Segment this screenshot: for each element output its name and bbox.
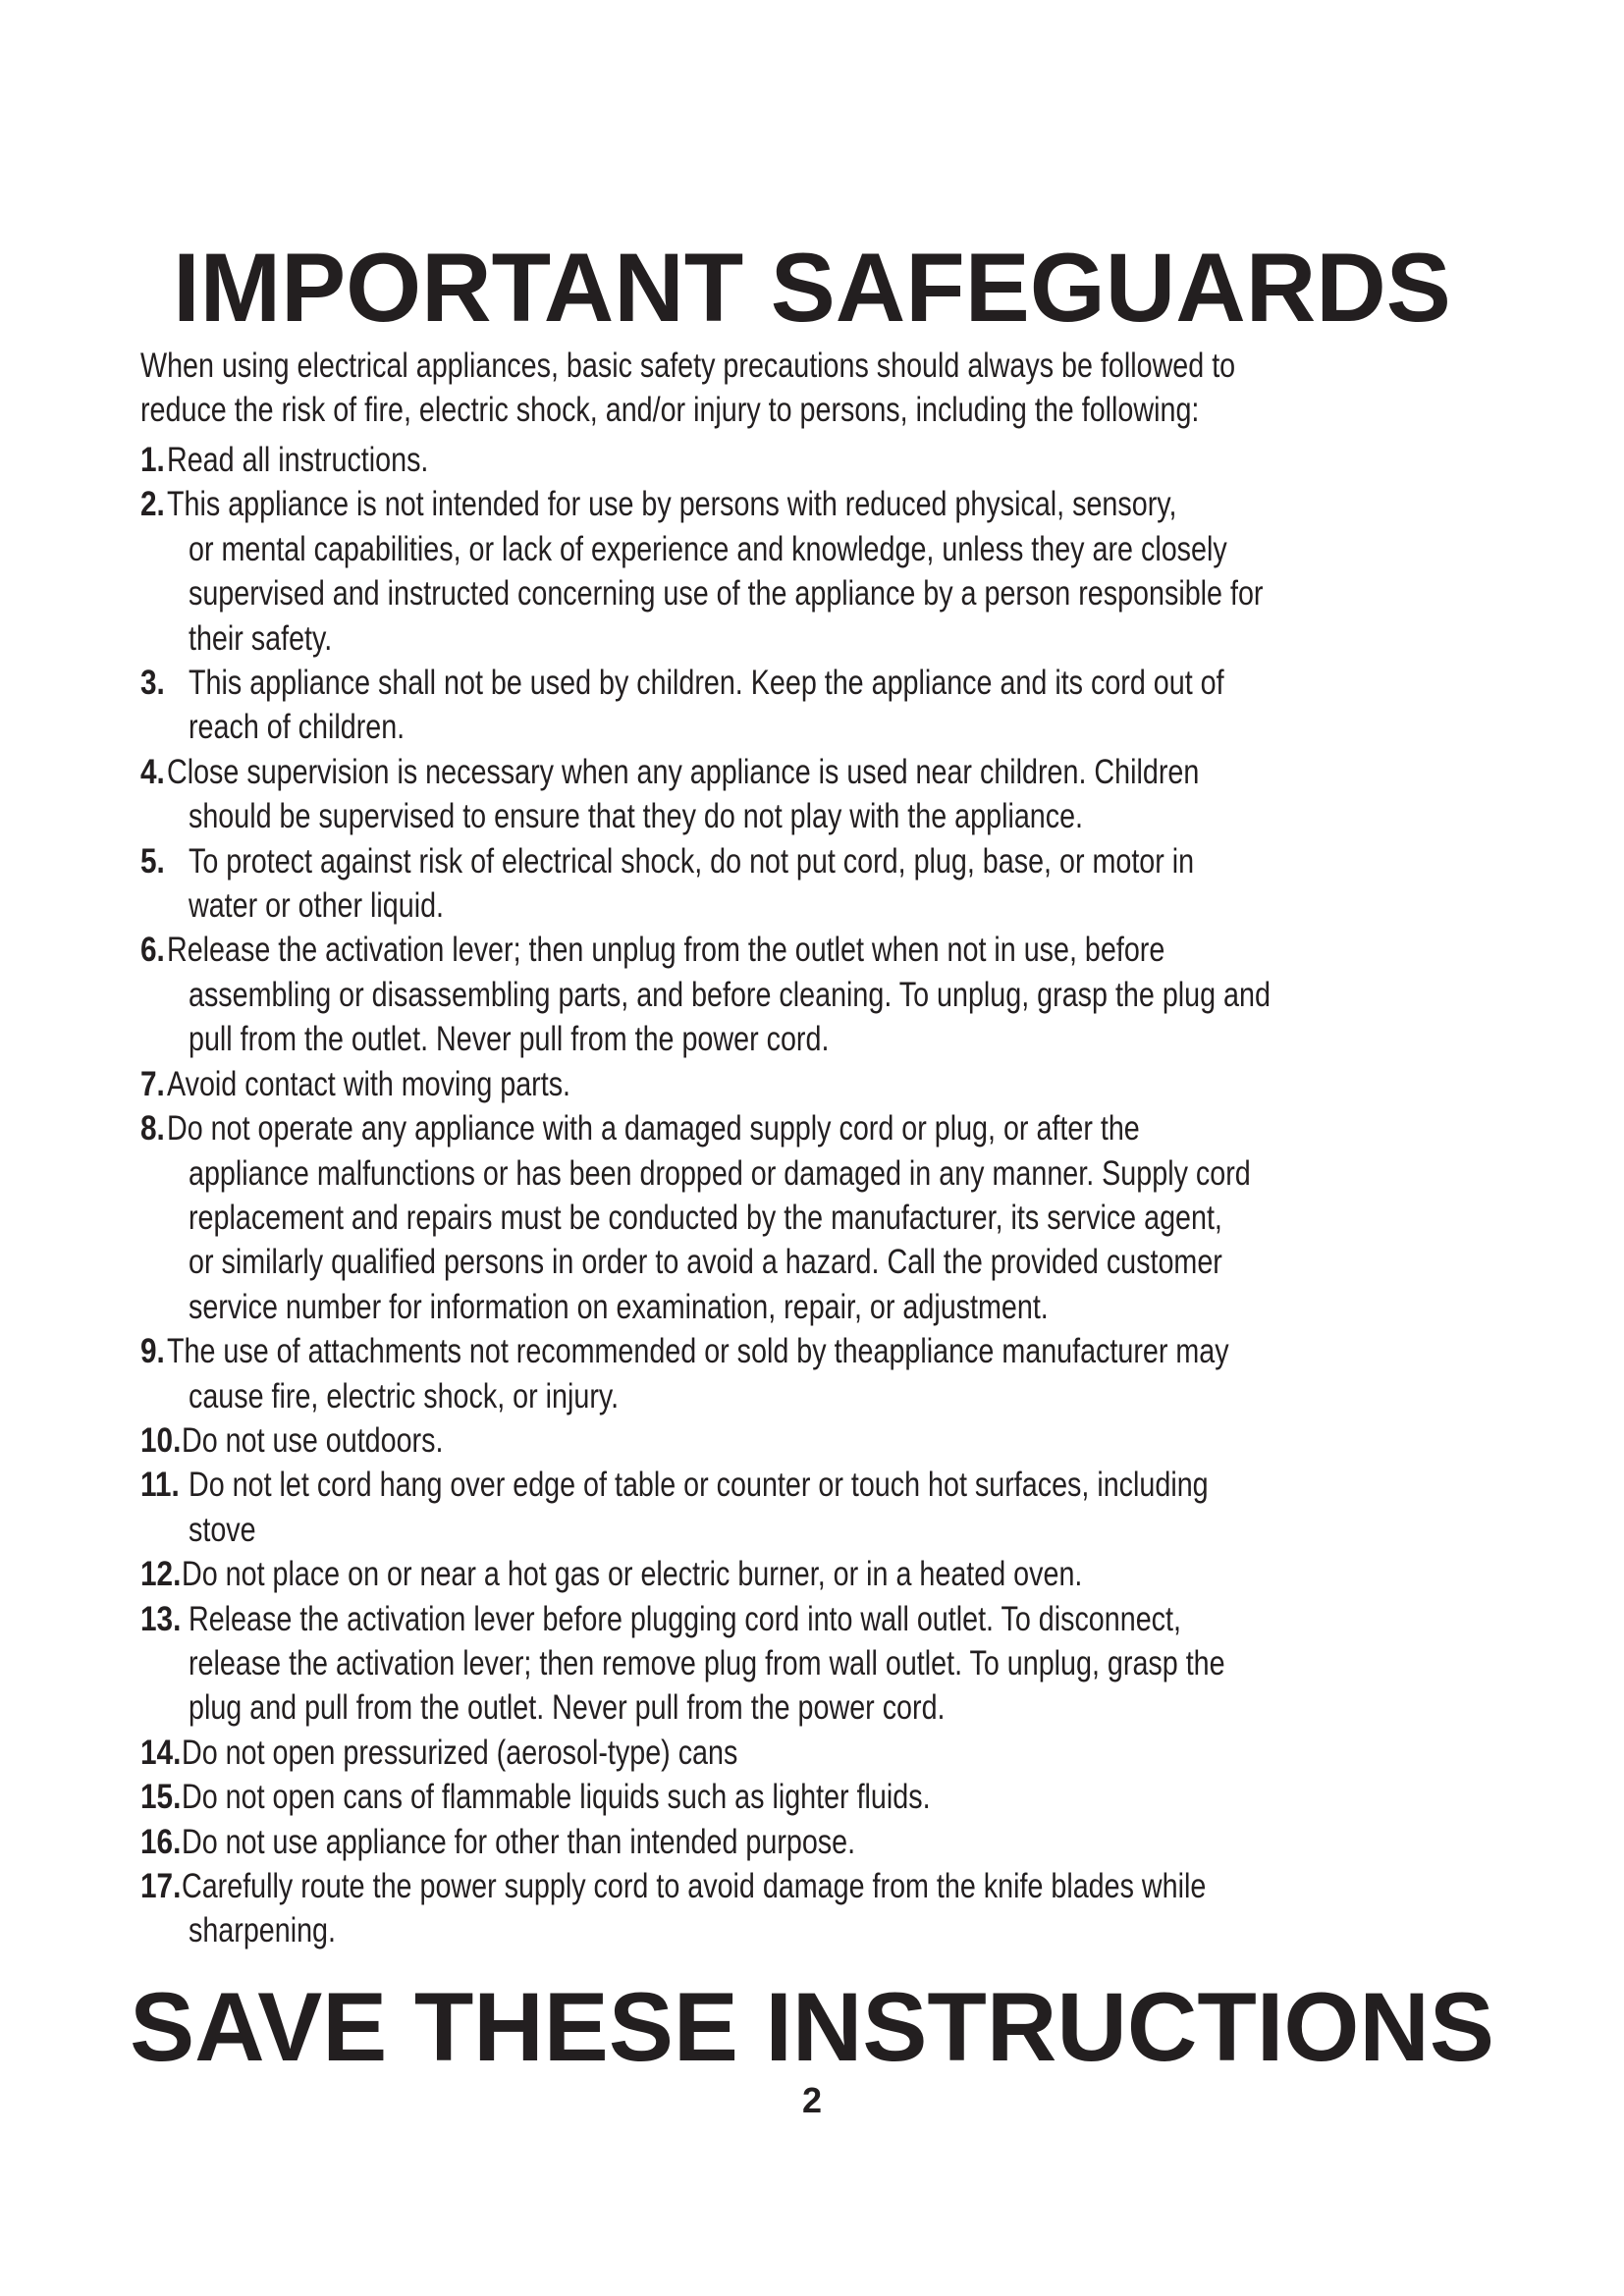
item-text bbox=[140, 1329, 1348, 1418]
item-text bbox=[140, 1597, 1348, 1731]
item-line: Do not let cord hang over edge of table or counter or touch hot surfaces, including bbox=[188, 1466, 1209, 1505]
item-line: their safety. bbox=[188, 618, 333, 658]
item-text bbox=[140, 1775, 1348, 1819]
item-line: pull from the outlet. Never pull from the power cord. bbox=[188, 1020, 830, 1059]
item-text bbox=[140, 928, 1348, 1061]
item-line: Do not place on or near a hot gas or electric burner, or in a heated oven. bbox=[181, 1555, 1083, 1594]
item-number: 7. bbox=[140, 1064, 165, 1103]
item-line: Do not open pressurized (aerosol-type) cans bbox=[181, 1733, 738, 1772]
item-line: Do not operate any appliance with a damaged supply cord or plug, or after the bbox=[166, 1109, 1140, 1148]
item-text bbox=[140, 750, 1348, 839]
safeguard-item bbox=[140, 1463, 1613, 1552]
item-text bbox=[140, 482, 1348, 661]
item-line: Avoid contact with moving parts. bbox=[166, 1064, 571, 1103]
item-line: Release the activation lever before plugging cord into wall outlet. To disconnect, bbox=[188, 1599, 1181, 1638]
save-instructions-heading: SAVE THESE INSTRUCTIONS bbox=[130, 1972, 1494, 2081]
item-line: Do not use outdoors. bbox=[181, 1420, 444, 1460]
item-line: cause fire, electric shock, or injury. bbox=[188, 1376, 620, 1415]
item-number: 5. bbox=[140, 841, 165, 881]
safeguard-item bbox=[140, 1597, 1613, 1731]
intro-paragraph bbox=[140, 344, 1252, 432]
item-text bbox=[140, 438, 1348, 482]
item-text bbox=[140, 1864, 1348, 1953]
safeguard-item bbox=[140, 1731, 1613, 1775]
item-number: 12. bbox=[140, 1555, 182, 1594]
safeguard-item bbox=[140, 438, 1613, 482]
item-line: should be supervised to ensure that they do not play with the appliance. bbox=[188, 797, 1084, 836]
item-number: 1. bbox=[140, 441, 165, 479]
item-line: assembling or disassembling parts, and before cleaning. To unplug, grasp the plug and bbox=[188, 975, 1271, 1014]
item-number: 17. bbox=[140, 1867, 182, 1905]
item-line: water or other liquid. bbox=[188, 886, 445, 926]
item-number: 10. bbox=[140, 1420, 182, 1460]
item-line: reach of children. bbox=[188, 708, 406, 747]
page-number: 2 bbox=[801, 2080, 823, 2120]
safeguard-item bbox=[140, 839, 1613, 929]
item-line: This appliance is not intended for use by persons with reduced physical, sensory, bbox=[166, 485, 1177, 524]
item-line: or mental capabilities, or lack of experience and knowledge, unless they are closely bbox=[188, 529, 1227, 568]
safeguard-item bbox=[140, 1062, 1613, 1106]
item-number: 8. bbox=[140, 1109, 165, 1148]
item-text bbox=[140, 1463, 1348, 1552]
item-number: 14. bbox=[140, 1733, 182, 1772]
safeguard-item bbox=[140, 1106, 1613, 1329]
item-line: supervised and instructed concerning use of the appliance by a person responsible for bbox=[188, 574, 1264, 614]
item-number: 16. bbox=[140, 1822, 182, 1861]
item-line: replacement and repairs must be conducted by the manufacturer, its service agent, bbox=[188, 1198, 1222, 1237]
item-line: sharpening. bbox=[188, 1911, 336, 1950]
item-line: release the activation lever; then remove plug from wall outlet. To unplug, grasp the bbox=[188, 1643, 1225, 1682]
item-line: service number for information on examination, repair, or adjustment. bbox=[188, 1287, 1049, 1326]
intro-line: When using electrical appliances, basic safety precautions should always be followed to bbox=[140, 347, 1236, 385]
item-text bbox=[140, 1820, 1348, 1864]
safeguard-item bbox=[140, 750, 1613, 839]
safeguard-item bbox=[140, 1329, 1613, 1418]
item-number: 2. bbox=[140, 485, 165, 524]
safeguard-item bbox=[140, 1864, 1613, 1953]
item-text bbox=[140, 1062, 1348, 1106]
item-text bbox=[140, 1106, 1348, 1329]
item-text bbox=[140, 661, 1348, 750]
item-line: appliance malfunctions or has been dropped or damaged in any manner. Supply cord bbox=[188, 1153, 1251, 1193]
item-number: 9. bbox=[140, 1332, 165, 1371]
safeguard-item bbox=[140, 661, 1613, 750]
item-line: Carefully route the power supply cord to avoid damage from the knife blades while bbox=[181, 1867, 1207, 1905]
item-line: The use of attachments not recommended or sold by theappliance manufacturer may bbox=[166, 1332, 1229, 1371]
item-line: This appliance shall not be used by children. Keep the appliance and its cord out of bbox=[188, 664, 1224, 703]
safeguard-item bbox=[140, 1552, 1613, 1596]
item-number: 6. bbox=[140, 931, 165, 970]
safeguard-item bbox=[140, 1775, 1613, 1819]
safeguard-item bbox=[140, 482, 1613, 661]
safeguard-item bbox=[140, 1820, 1613, 1864]
item-line: Do not use appliance for other than intended purpose. bbox=[181, 1822, 856, 1861]
item-text bbox=[140, 839, 1348, 929]
item-line: plug and pull from the outlet. Never pull from the power cord. bbox=[188, 1688, 946, 1728]
item-number: 4. bbox=[140, 752, 165, 791]
safeguard-list bbox=[140, 438, 1613, 1953]
item-number: 13. bbox=[140, 1599, 182, 1638]
item-text bbox=[140, 1731, 1348, 1775]
item-line: stove bbox=[188, 1510, 256, 1549]
intro-line: reduce the risk of fire, electric shock, and/or injury to persons, including the following: bbox=[140, 391, 1200, 429]
item-number: 11. bbox=[140, 1466, 180, 1505]
item-line: Do not open cans of flammable liquids such as lighter fluids. bbox=[181, 1778, 931, 1817]
safeguard-item bbox=[140, 1418, 1613, 1463]
item-line: Read all instructions. bbox=[166, 441, 429, 479]
item-number: 15. bbox=[140, 1778, 182, 1817]
page-title: IMPORTANT SAFEGUARDS bbox=[173, 233, 1451, 342]
item-line: To protect against risk of electrical shock, do not put cord, plug, base, or motor in bbox=[188, 841, 1195, 881]
item-line: Close supervision is necessary when any appliance is used near children. Children bbox=[166, 752, 1200, 791]
safeguard-item bbox=[140, 928, 1613, 1061]
item-text bbox=[140, 1418, 1348, 1463]
item-line: Release the activation lever; then unplug from the outlet when not in use, before bbox=[166, 931, 1165, 970]
item-text bbox=[140, 1552, 1348, 1596]
item-number: 3. bbox=[140, 664, 165, 703]
item-line: or similarly qualified persons in order to avoid a hazard. Call the provided customer bbox=[188, 1243, 1222, 1282]
